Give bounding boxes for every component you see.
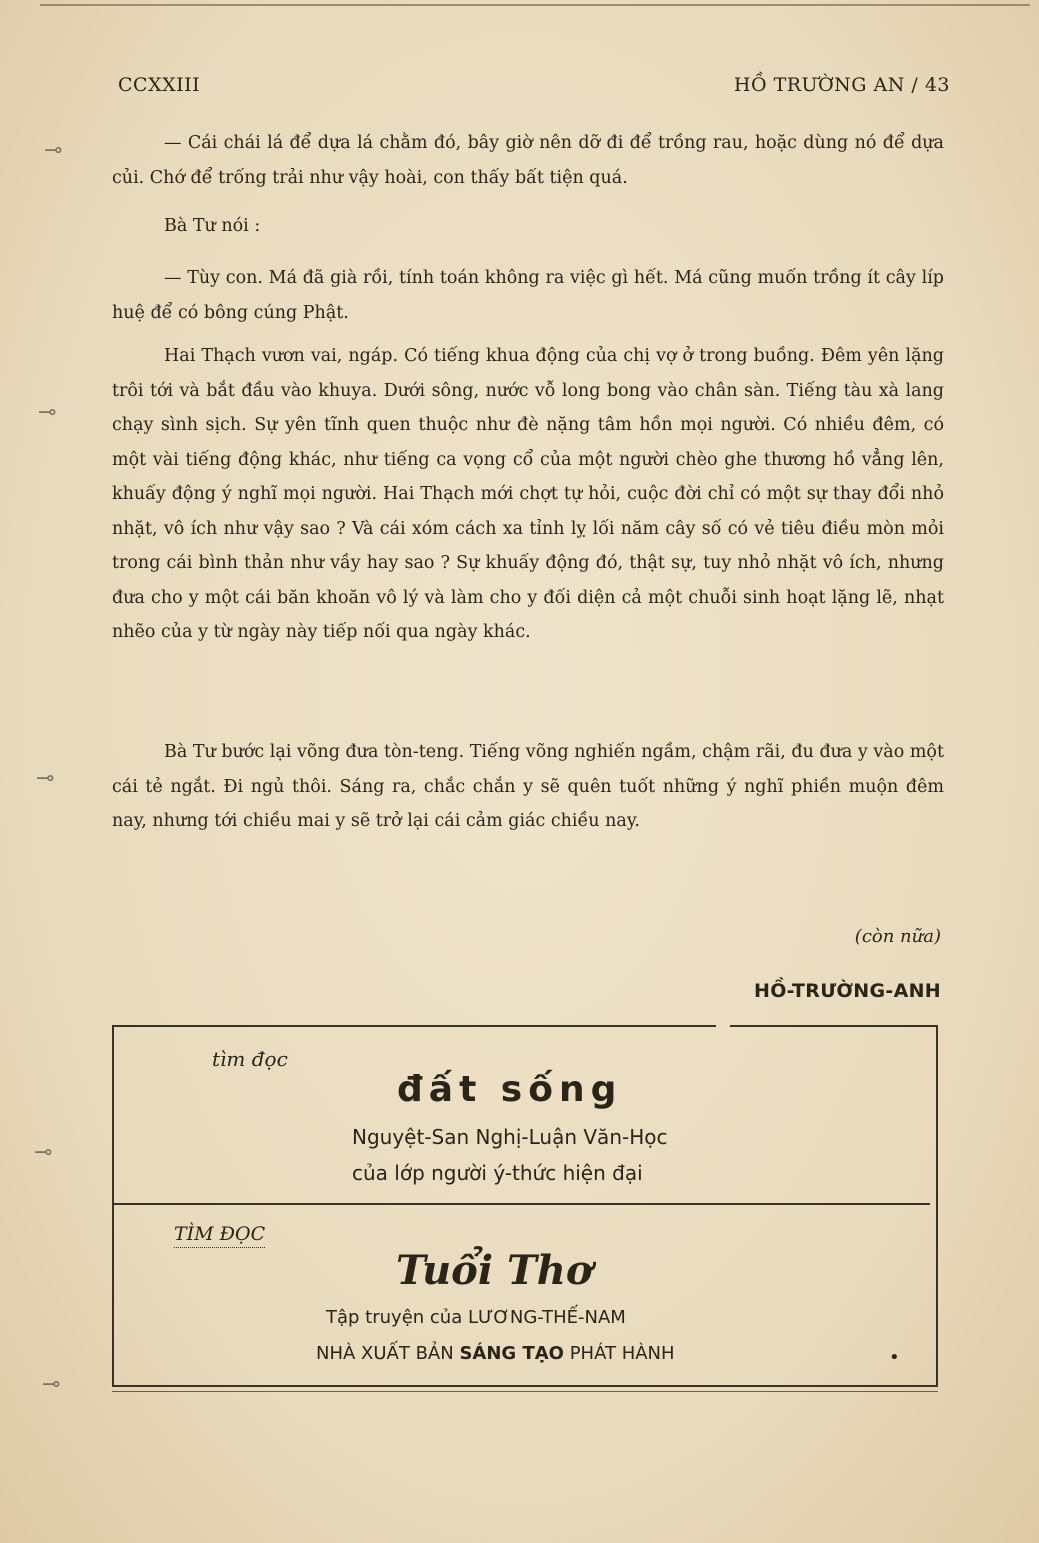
ad-border-bottom [112,1385,938,1387]
ad-border-top [730,1025,938,1027]
ad1-subtitle-line2: của lớp người ý-thức hiện đại [352,1161,643,1185]
ad-border-right [936,1027,938,1387]
top-edge-line [40,4,1030,6]
ad2-publisher-line [316,1343,675,1364]
ad1-magazine-title: đất sống [397,1069,623,1110]
section-numeral: CCXXIII [118,74,201,96]
ad-border-top [112,1025,716,1027]
paragraph-4: Hai Thạch vươn vai, ngáp. Có tiếng khua động của chị vợ ở trong buồng. Đêm yên lặng trôi tới và bắt đầu vào khuya. Dưới sông, nước vỗ long bong vào chân sàn. Tiếng tàu xà lang chạy sình sịch. Sự yên tĩnh quen thuộc như đè nặng tâm hồn mọi người. Có nhiều đêm, có một vài tiếng động khác, như tiếng ca vọng cổ của một người chèo ghe thương hồ vẳng lên, khuấy động ý nghĩ mọi người. Hai Thạch mới chợt tự hỏi, cuộc đời chỉ có một sự thay đổi nhỏ nhặt, vô ích như vậy sao ? Và cái xóm cách xa tỉnh lỵ lối năm cây số có vẻ tiêu điều mòn mỏi trong cái bình thản như vầy hay sao ? Sự khuấy động đó, thật sự, tuy nhỏ nhặt vô ích, nhưng đưa cho y một cái băn khoăn vô lý và làm cho y đối diện cả một chuỗi sinh hoạt lặng lẽ, nhạt nhẽo của y từ ngày này tiếp nối qua ngày khác. [112,346,944,642]
binding-hole-mark: ⊸ [36,766,55,791]
advertisement-box [112,1025,938,1393]
paragraph-3: — Tùy con. Má đã già rồi, tính toán không ra việc gì hết. Má cũng muốn trồng ít cây líp huệ để có bông cúng Phật. [112,268,944,323]
ad2-book-title: Tuổi Thơ [396,1247,593,1294]
ad2-prompt: TÌM ĐỌC [174,1223,265,1248]
publisher-prefix: NHÀ XUẤT BẢN [316,1343,454,1364]
continued-note: (còn nữa) [854,926,941,947]
ad-divider [114,1203,930,1205]
author-signature: HỒ-TRƯỜNG-ANH [754,980,941,1002]
paragraph-5: Bà Tư bước lại võng đưa tòn-teng. Tiếng võng nghiến ngầm, chậm rãi, đu đưa y vào một cái tẻ ngắt. Đi ngủ thôi. Sáng ra, chắc chắn y sẽ quên tuốt những ý nghĩ phiền muộn đêm nay, nhưng tới chiều mai y sẽ trở lại cái cảm giác chiều nay. [112,742,944,831]
publisher-suffix: PHÁT HÀNH [569,1343,675,1364]
paragraph-2: Bà Tư nói : [164,216,261,236]
author-page-number: HỒ TRƯỜNG AN / 43 [733,74,950,96]
ink-dot: • [889,1347,900,1368]
binding-hole-mark: ⊸ [44,138,63,163]
binding-hole-mark: ⊸ [42,1372,61,1397]
binding-hole-mark: ⊸ [38,400,57,425]
ad-border-left [112,1027,114,1387]
publisher-name: SÁNG TẠO [459,1343,564,1364]
ad2-author-line: Tập truyện của LƯƠNG-THẾ-NAM [326,1307,626,1328]
binding-hole-mark: ⊸ [34,1140,53,1165]
ad1-subtitle-line1: Nguyệt-San Nghị-Luận Văn-Học [352,1125,668,1149]
paragraph-1: — Cái chái lá để dựa lá chằm đó, bây giờ nên dỡ đi để trồng rau, hoặc dùng nó để dựa củi. Chớ để trống trải như vậy hoài, con thấy bất tiện quá. [112,133,944,188]
ad-border-bottom-double [112,1391,938,1392]
ad1-prompt: tìm đọc [212,1047,288,1071]
running-header [118,74,950,100]
